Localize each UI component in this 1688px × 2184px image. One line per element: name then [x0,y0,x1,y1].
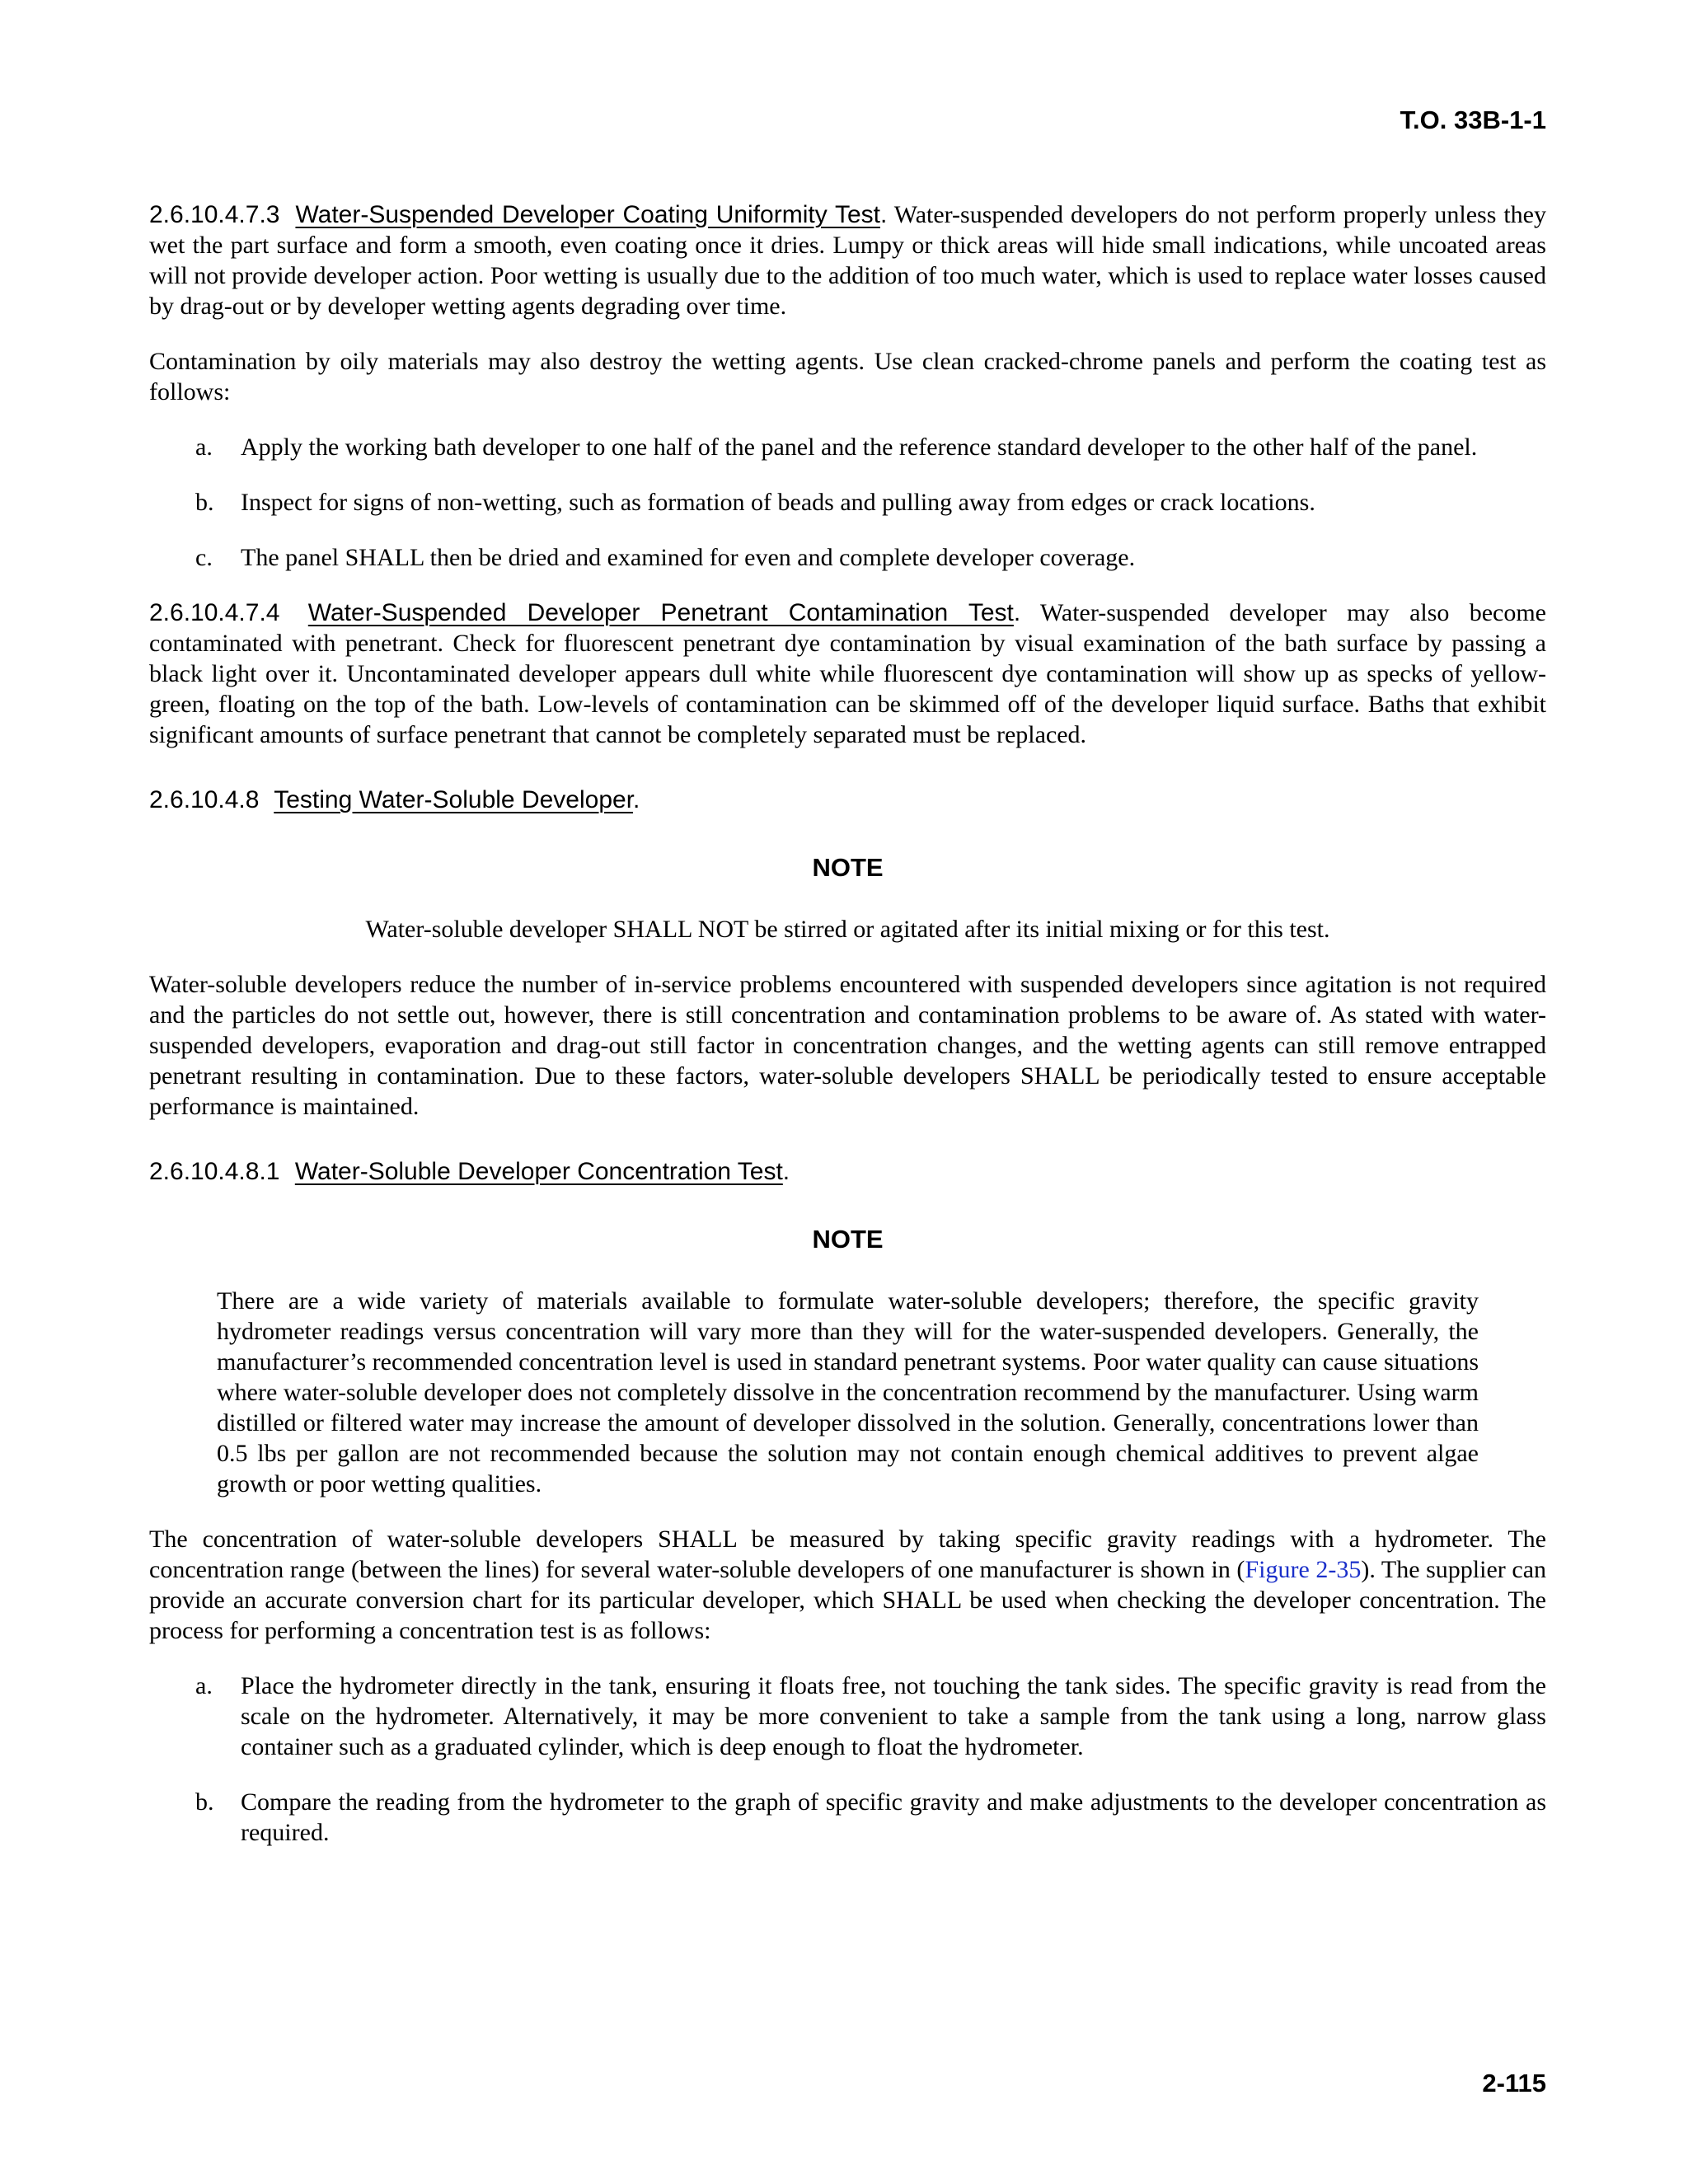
note-title: NOTE [812,1225,884,1254]
list-item [149,487,1546,518]
list-item-text: Inspect for signs of non-wetting, such as formation of beads and pulling away from edges or crack locations. [241,489,1315,516]
list-item-text: The panel SHALL then be dried and examined for even and complete developer coverage. [241,544,1136,571]
document-id: T.O. 33B-1-1 [1400,105,1546,134]
figure-link[interactable]: Figure 2-35 [1245,1556,1362,1583]
paragraph-text: The concentration of water-soluble developers SHALL be measured by taking specific gravity readings with a hydrometer. The concentration range (between the lines) for several water-soluble developers of one manufacturer is shown in ( [149,1526,1546,1583]
list-item-label: b. [195,1788,214,1816]
section-title: Testing Water-Soluble Developer [274,786,634,813]
coating-test-steps [149,432,1546,573]
section-number: 2.6.10.4.8.1 [149,1158,280,1185]
section-number: 2.6.10.4.7.4 [149,599,280,626]
section-number: 2.6.10.4.7.3 [149,201,280,228]
paragraph-water-soluble: Water-soluble developers reduce the number of in-service problems encountered with suspended developers since agitation is not required and the particles do not settle out, however, there is still concentration and contamination problems to be aware of. As stated with water-suspended developers, evaporation and drag-out still factor in concentration changes, and the wetting agents can still remove entrapped penetrant resulting in contamination. Due to these factors, water-soluble developers SHALL be periodically tested to ensure acceptable performance is maintained. [149,971,1546,1120]
section-title: Water-Soluble Developer Concentration Test [294,1158,783,1185]
list-item [149,1671,1546,1762]
list-item-text: Apply the working bath developer to one half of the panel and the reference standard developer to the other half of the panel. [241,434,1478,461]
paragraph-coating-uniformity-intro: 2.6.10.4.7.3 Water-Suspended Developer Coating Uniformity Test. Water-suspended developers do not perform properly unless they wet the part surface and form a smooth, even coating once it dries. Lumpy or thick areas will hide small indications, while uncoated areas will not provide developer action. Poor wetting is usually due to the addition of too much water, which is used to replace water losses caused by drag-out or by developer wetting agents degrading over time. [149,201,1546,320]
section-heading: 2.6.10.4.8 Testing Water-Soluble Developer. [149,786,640,813]
section-title: Water-Suspended Developer Coating Uniformity Test [295,201,880,228]
list-item-label: c. [195,544,213,571]
paragraph-text: Water-suspended developer may also become contaminated with penetrant. Check for fluorescent penetrant dye contamination by visual examination of the bath surface by passing a black light over it. Uncontaminated developer appears dull white while fluorescent dye contamination will show up as specks of yellow-green, floating on the top of the bath. Low-levels of contamination can be skimmed off of the developer liquid surface. Baths that exhibit significant amounts of surface penetrant that cannot be completely separated must be replaced. [149,599,1546,748]
list-item-text: Compare the reading from the hydrometer to the graph of specific gravity and make adjustments to the developer concentration as required. [241,1788,1546,1846]
paragraph-contamination: Contamination by oily materials may also destroy the wetting agents. Use clean cracked-chrome panels and perform the coating test as follows: [149,348,1546,405]
paragraph-concentration [149,1524,1546,1646]
list-item-label: a. [195,1672,213,1699]
list-item-label: b. [195,489,214,516]
paragraph-text: Water-suspended developers do not perform properly unless they wet the part surface and form a smooth, even coating once it dries. Lumpy or thick areas will hide small indications, while uncoated areas will not provide developer action. Poor wetting is usually due to the addition of too much water, which is used to replace water losses caused by drag-out or by developer wetting agents degrading over time. [149,201,1546,320]
section-number: 2.6.10.4.8 [149,786,260,813]
note-text: There are a wide variety of materials available to formulate water-soluble developers; therefore, the specific gravity hydrometer readings versus concentration will vary more than they will for the water-suspended developers. Generally, the manufacturer’s recommended concentration level is used in standard penetrant systems. Poor water quality can cause situations where water-soluble developer does not completely dissolve in the concentration recommend by the manufacturer. Using warm distilled or filtered water may increase the amount of developer dissolved in the solution. Generally, concentrations lower than 0.5 lbs per gallon are not recommended because the solution may not contain enough chemical additives to prevent algae growth or poor wetting qualities. [217,1287,1479,1497]
note-title: NOTE [812,853,884,882]
list-item-label: a. [195,434,213,461]
paragraph-penetrant-contamination: 2.6.10.4.7.4 Water-Suspended Developer Penetrant Contamination Test. Water-suspended developer may also become contaminated with penetrant. Check for fluorescent penetrant dye contamination by visual examination of the bath surface by passing a black light over it. Uncontaminated developer appears dull white while fluorescent dye contamination will show up as specks of yellow-green, floating on the top of the bath. Low-levels of contamination can be skimmed off of the developer liquid surface. Baths that exhibit significant amounts of surface penetrant that cannot be completely separated must be replaced. [149,599,1546,748]
page-number: 2-115 [1482,2069,1546,2097]
note-text: Water-soluble developer SHALL NOT be stirred or agitated after its initial mixing or for this test. [365,916,1330,943]
list-item [149,432,1546,462]
list-item-text: Place the hydrometer directly in the tank, ensuring it floats free, not touching the tank sides. The specific gravity is read from the scale on the hydrometer. Alternatively, it may be more convenient to take a sample from the tank using a long, narrow glass container such as a graduated cylinder, which is deep enough to float the hydrometer. [241,1672,1546,1760]
section-heading: 2.6.10.4.8.1 Water-Soluble Developer Concentration Test. [149,1158,790,1185]
list-item [149,1787,1546,1848]
list-item [149,542,1546,573]
section-title: Water-Suspended Developer Penetrant Contamination Test [307,599,1014,626]
paragraph-text: ). The supplier can provide an accurate conversion chart for its particular developer, which SHALL be used when checking the developer concentration. The process for performing a concentration test is as follows: [149,1556,1547,1644]
concentration-test-steps [149,1671,1546,1848]
